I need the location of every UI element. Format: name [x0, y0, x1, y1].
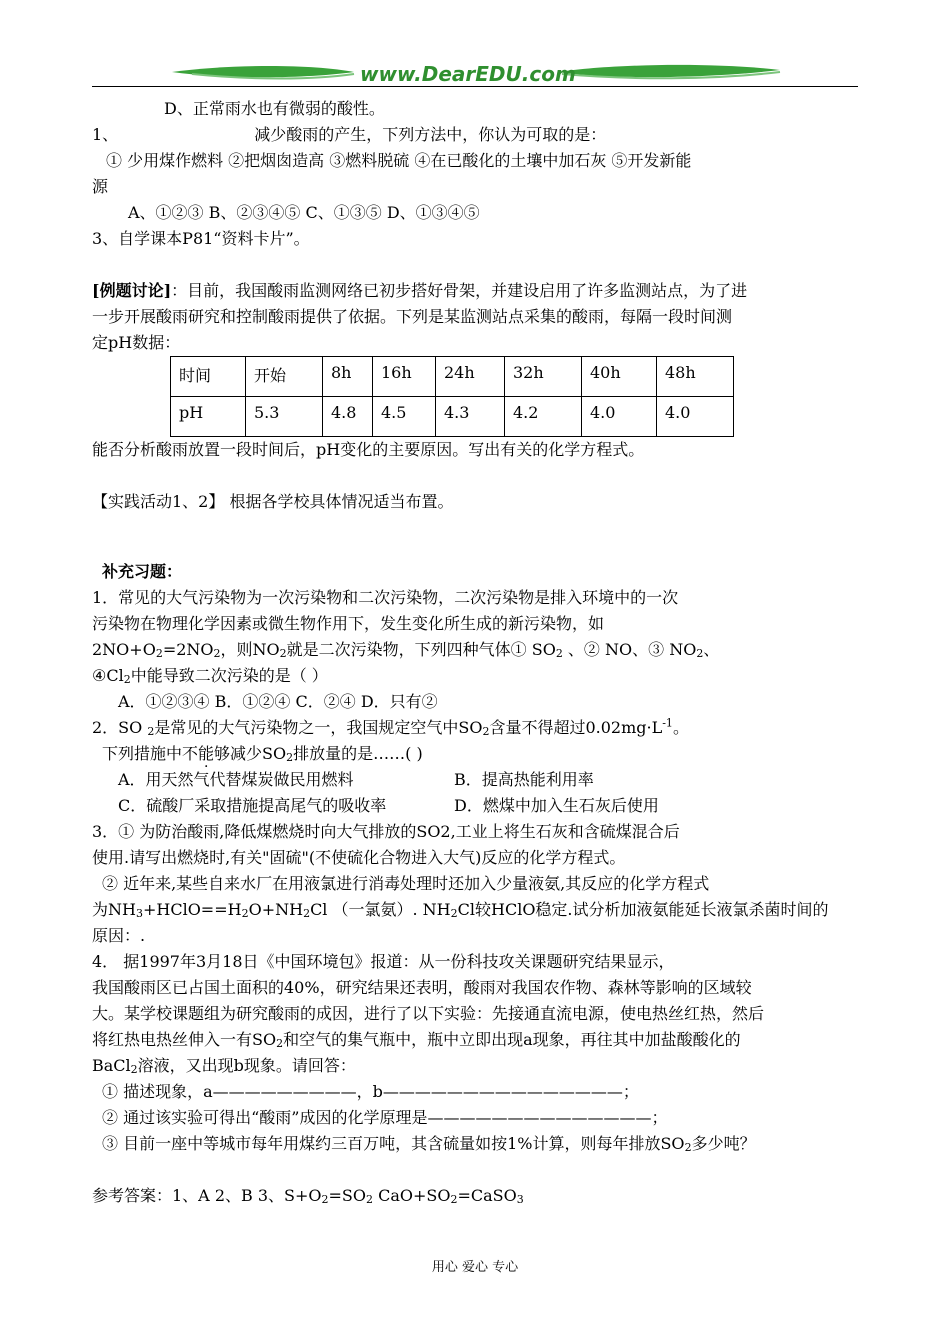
text-span: 够减少SO — [214, 744, 287, 763]
answer-options: A．①②③④ B．①②④ C．②④ D．只有② — [118, 692, 438, 711]
text-span: ③ 目前一座中等城市每年用煤约三百万吨，其含硫量如按1%计算，则每年排放SO — [102, 1134, 685, 1153]
table-cell: 24h — [436, 357, 505, 397]
text-line: D、正常雨水也有微弱的酸性。 — [164, 99, 385, 118]
section-title: 补充习题： — [102, 562, 183, 581]
text-line: 定pH数据： — [92, 333, 181, 352]
text-line: ① 描述现象，a—————————，b———————————————； — [102, 1082, 639, 1101]
text-line — [92, 1053, 862, 1079]
table-cell: 5.3 — [246, 397, 323, 437]
text-line: 我国酸雨区已占国土面积的40%，研究结果还表明，酸雨对我国农作物、森林等影响的区域较 — [92, 978, 752, 997]
text-line: 一步开展酸雨研究和控制酸雨提供了依据。下列是某监测站点采集的酸雨，每隔一段时间测 — [92, 307, 733, 326]
subscript: 2 — [482, 725, 490, 738]
text-line — [92, 1131, 862, 1157]
subscript: 2 — [366, 1193, 373, 1206]
table-row — [171, 357, 734, 397]
subscript: 2 — [450, 1193, 458, 1206]
answer-options: A、①②③ B、②③④⑤ C、①③⑤ D、①③④⑤ — [128, 203, 480, 222]
table-cell: 40h — [582, 357, 657, 397]
text-span: 中能导致二次污染的是（ ） — [130, 666, 328, 685]
text-line — [92, 637, 862, 663]
subscript: 2 — [286, 751, 294, 764]
text-line — [92, 715, 862, 741]
table-cell: 4.5 — [373, 397, 436, 437]
subscript: 2 — [155, 647, 163, 660]
question-number: 1、 — [92, 125, 119, 144]
page-header — [92, 60, 858, 90]
text-span: +HClO==H — [142, 900, 242, 919]
text-span: =CaSO — [457, 1186, 517, 1205]
subscript: 3 — [516, 1193, 524, 1206]
text-span: 参考答案：1、A 2、B 3、S+O — [92, 1186, 322, 1205]
option-c: C．硫酸厂采取措施提高尾气的吸收率 — [118, 796, 387, 815]
subscript: 3 — [135, 907, 143, 920]
table-cell: 4.0 — [657, 397, 734, 437]
text-span: 为NH — [92, 900, 136, 919]
ph-data-table — [170, 356, 734, 437]
example-line — [92, 278, 862, 304]
site-logo-text: www.DearEDU.com — [360, 62, 576, 86]
table-cell: 48h — [657, 357, 734, 397]
table-cell: 16h — [373, 357, 436, 397]
text-span: Cl较HClO稳定.试分析加液氨能延长液氯杀菌时间的 — [457, 900, 829, 919]
option-d: D．燃煤中加入生石灰后使用 — [454, 796, 659, 815]
page-footer: 用心 爱心 专心 — [431, 1260, 519, 1275]
table-cell: 4.8 — [323, 397, 373, 437]
text-line — [92, 663, 862, 689]
superscript: -1 — [662, 716, 673, 730]
option-a: A．用天然气代替煤炭做民用燃料 — [118, 770, 354, 789]
text-span: 2．SO — [92, 718, 148, 737]
table-cell: 4.2 — [505, 397, 582, 437]
practice-activity: 【实践活动1、2】 根据各学校具体情况适当布置。 — [92, 492, 454, 511]
text-span: Cl （一氯氨）. NH — [310, 900, 451, 919]
text-line: 4． 据1997年3月18日《中国环境包》报道：从一份科技攻关课题研究结果显示， — [92, 952, 675, 971]
text-line: ② 通过该实验可得出“酸雨”成因的化学原理是——————————————； — [102, 1108, 668, 1127]
text-span: 就是二次污染物，下列四种气体① SO — [286, 640, 556, 659]
text-span: =SO — [328, 1186, 366, 1205]
question-text: 减少酸雨的产生，下列方法中，你认为可取的是： — [254, 125, 607, 144]
text-span: =2NO — [162, 640, 214, 659]
answer-options — [92, 793, 862, 819]
text-line: 3．① 为防治酸雨,降低煤燃烧时向大气排放的SO2,工业上将生石灰和含硫煤混合后 — [92, 822, 680, 841]
subscript: 2 — [450, 907, 458, 920]
subscript: 2 — [130, 1063, 138, 1076]
text-span: 含量不得超过0.02mg·L — [489, 718, 663, 737]
text-span: 、 — [703, 640, 720, 659]
text-line: 1．常见的大气污染物为一次污染物和二次污染物，二次污染物是排入环境中的一次 — [92, 588, 679, 607]
subscript: 2 — [213, 647, 221, 660]
table-cell: 32h — [505, 357, 582, 397]
table-cell: 4.3 — [436, 397, 505, 437]
text-span: 多少吨？ — [691, 1134, 756, 1153]
text-span: 是常见的大气污染物之一，我国规定空气中SO — [154, 718, 483, 737]
text-span: 下列措施中不 — [102, 744, 199, 763]
subscript: 2 — [147, 725, 155, 738]
text-line: 污染物在物理化学因素或微生物作用下，发生变化所生成的新污染物，如 — [92, 614, 605, 633]
text-line: 能否分析酸雨放置一段时间后，pH变化的主要原因。写出有关的化学方程式。 — [92, 440, 645, 459]
text-span: 溶液，又出现b现象。请回答： — [137, 1056, 356, 1075]
text-line — [92, 897, 862, 923]
subscript: 2 — [321, 1193, 329, 1206]
text-line: ① 少用煤作燃料 ②把烟囱造高 ③燃料脱硫 ④在已酸化的土壤中加石灰 ⑤开发新能 — [106, 151, 692, 170]
text-line: 大。某学校课题组为研究酸雨的成因，进行了以下实验：先接通直流电源，使电热丝红热，然后 — [92, 1004, 765, 1023]
subscript: 2 — [684, 1141, 692, 1154]
text-span: 、② NO、③ NO — [562, 640, 697, 659]
text-span: 将红热电热丝伸入一有SO — [92, 1030, 277, 1049]
table-row — [171, 397, 734, 437]
table-cell: 4.0 — [582, 397, 657, 437]
subscript: 2 — [303, 907, 311, 920]
text-span: 排放量的是……( ) — [293, 744, 423, 763]
text-line: 源 — [92, 177, 109, 196]
subscript: 2 — [555, 647, 563, 660]
text-span: ，则NO — [220, 640, 280, 659]
text-span: 2NO+O — [92, 640, 156, 659]
header-divider — [92, 86, 858, 87]
text-span: 。 — [672, 718, 689, 737]
table-cell: pH — [171, 397, 246, 437]
text-span: CaO+SO — [373, 1186, 451, 1205]
subscript: 2 — [123, 673, 131, 686]
text-line: 原因：. — [92, 926, 146, 945]
emphasis-dot-text: 能 — [198, 744, 215, 763]
table-cell: 时间 — [171, 357, 246, 397]
example-label: [例题讨论] — [92, 281, 172, 300]
text-line: 使用.请写出燃烧时,有关"固硫"(不使硫化合物进入大气)反应的化学方程式。 — [92, 848, 626, 867]
example-text: ：目前，我国酸雨监测网络已初步搭好骨架，并建设启用了许多监测站点，为了进 — [171, 281, 748, 300]
subscript: 2 — [241, 907, 249, 920]
option-b: B．提高热能利用率 — [454, 770, 594, 789]
text-line — [92, 1027, 862, 1053]
text-span: 和空气的集气瓶中，瓶中立即出现a现象，再往其中加盐酸酸化的 — [283, 1030, 741, 1049]
text-span: ④Cl — [92, 666, 124, 685]
question-1-stem — [92, 122, 862, 148]
table-cell: 8h — [323, 357, 373, 397]
subscript: 2 — [279, 647, 287, 660]
text-line — [92, 741, 862, 767]
text-span: O+NH — [248, 900, 304, 919]
text-span: BaCl — [92, 1056, 131, 1075]
text-line: ② 近年来,某些自来水厂在用液氯进行消毒处理时还加入少量液氨,其反应的化学方程式 — [102, 874, 710, 893]
text-line: 3、自学课本P81“资料卡片”。 — [92, 229, 310, 248]
answer-options — [92, 767, 862, 793]
table-cell: 开始 — [246, 357, 323, 397]
subscript: 2 — [696, 647, 704, 660]
subscript: 2 — [276, 1037, 284, 1050]
reference-answers — [92, 1183, 862, 1209]
main-content — [92, 96, 862, 1209]
